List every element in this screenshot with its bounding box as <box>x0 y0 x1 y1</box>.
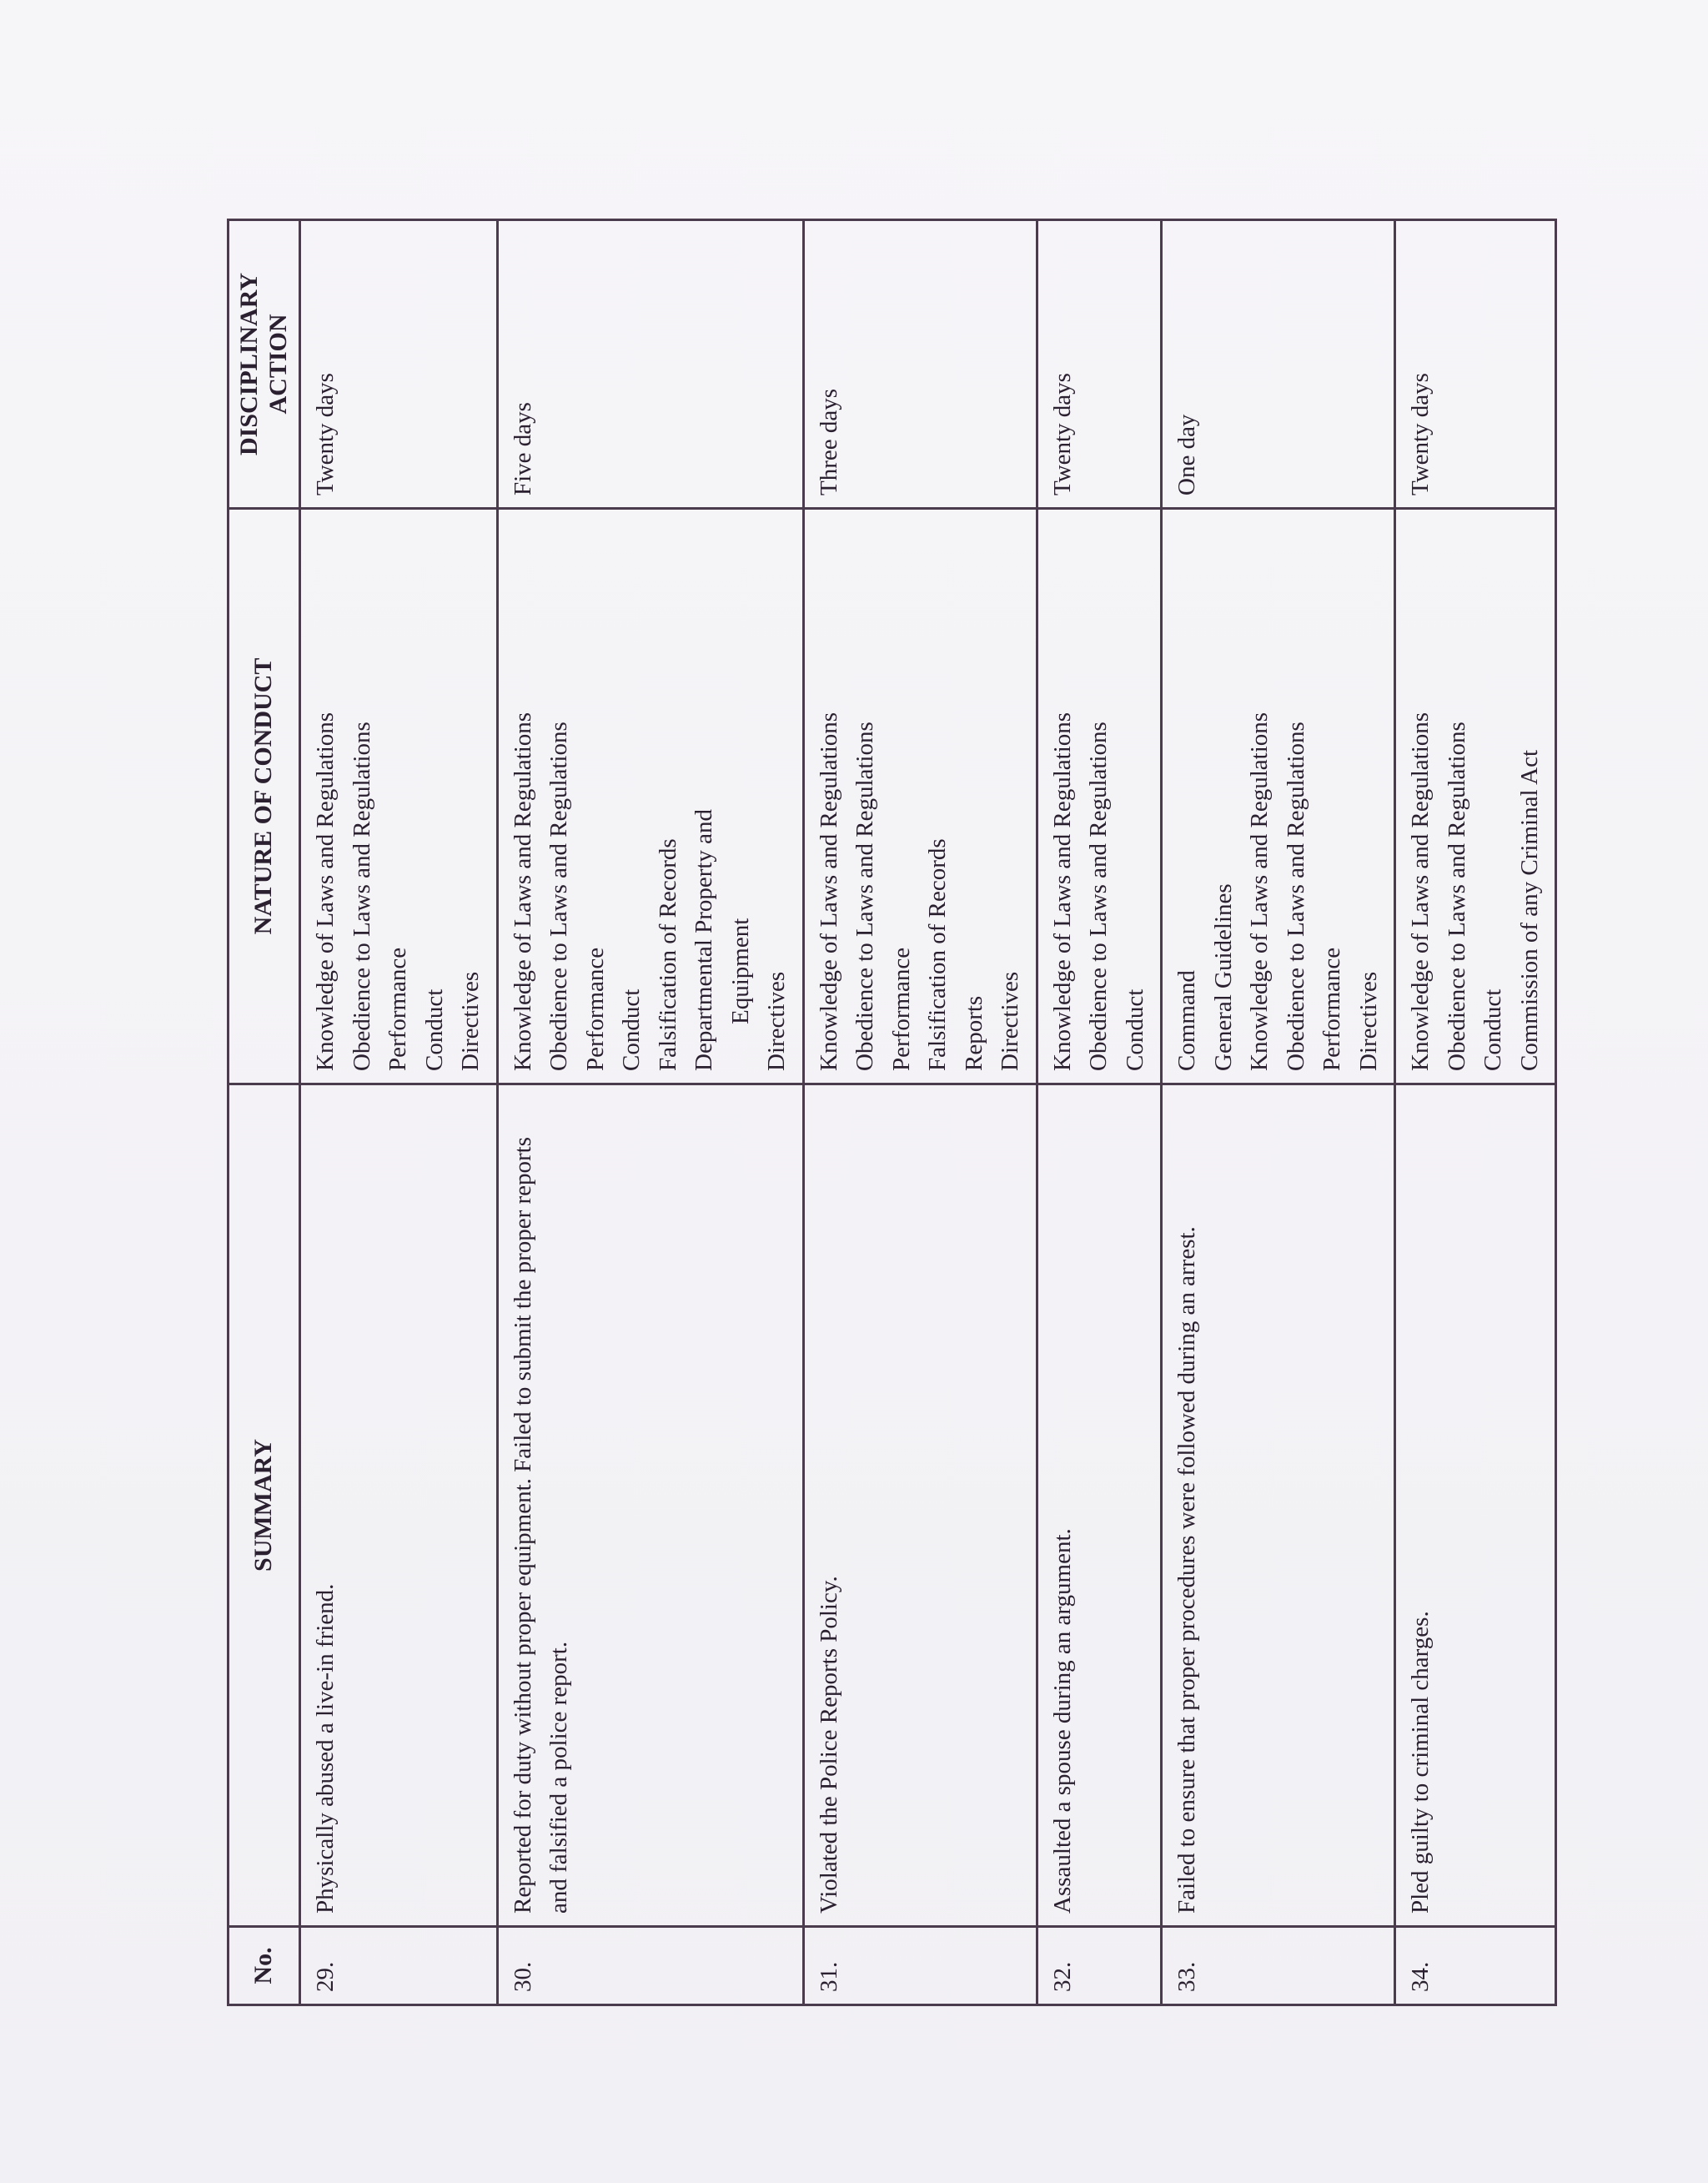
row-nature-of-conduct <box>497 509 803 1084</box>
nature-item: Directives <box>763 971 790 1071</box>
nature-item: Knowledge of Laws and Regulations <box>1246 712 1273 1071</box>
nature-item: Reports <box>960 995 987 1071</box>
nature-item: Performance <box>1319 947 1345 1071</box>
row-disciplinary-action: Twenty days <box>300 220 498 509</box>
row-number: 30. <box>497 1927 803 2005</box>
nature-item: Conduct <box>1121 988 1148 1071</box>
row-number: 33. <box>1162 1927 1395 2005</box>
row-number: 34. <box>1395 1927 1556 2005</box>
nature-item: Obedience to Laws and Regulations <box>1085 722 1112 1071</box>
table-row <box>1037 220 1162 2005</box>
table-row <box>497 220 803 2005</box>
row-disciplinary-action: Three days <box>803 220 1037 509</box>
row-nature-of-conduct <box>803 509 1037 1084</box>
row-disciplinary-action: One day <box>1162 220 1395 509</box>
table-header-row <box>229 220 300 2005</box>
nature-item: Performance <box>887 947 915 1071</box>
header-disciplinary-action <box>229 220 300 509</box>
nature-item: Knowledge of Laws and Regulations <box>815 712 842 1071</box>
row-summary: Violated the Police Reports Policy. <box>803 1084 1037 1927</box>
header-action-line-2: ACTION <box>264 314 292 415</box>
table-row <box>300 220 498 2005</box>
disciplinary-actions-table <box>227 219 1557 2006</box>
row-nature-of-conduct <box>1162 509 1395 1084</box>
row-summary: Failed to ensure that proper procedures were followed during an arrest. <box>1162 1084 1395 1927</box>
nature-item: Conduct <box>420 988 448 1071</box>
nature-item: General Guidelines <box>1209 883 1237 1071</box>
row-summary: Assaulted a spouse during an argument. <box>1037 1084 1162 1927</box>
nature-item: Knowledge of Laws and Regulations <box>1407 712 1434 1071</box>
row-nature-of-conduct <box>1037 509 1162 1084</box>
row-nature-of-conduct <box>1395 509 1556 1084</box>
disciplinary-table-region <box>227 221 1543 2006</box>
nature-item: Performance <box>581 947 609 1071</box>
nature-item: Falsification of Records <box>924 838 951 1071</box>
nature-item: Directives <box>457 971 484 1071</box>
nature-item: Obedience to Laws and Regulations <box>545 722 572 1071</box>
table-row <box>1162 220 1395 2005</box>
header-summary: SUMMARY <box>229 1084 300 1927</box>
row-number: 32. <box>1037 1927 1162 2005</box>
row-number: 29. <box>300 1927 498 2005</box>
row-number: 31. <box>803 1927 1037 2005</box>
nature-item: Knowledge of Laws and Regulations <box>509 712 536 1071</box>
nature-item: Command <box>1173 970 1200 1071</box>
nature-item: Commission of any Criminal Act <box>1515 749 1543 1071</box>
nature-item: Equipment <box>726 918 754 1024</box>
row-summary: Reported for duty without proper equipment. Failed to submit the proper reports and falsified a police report. <box>497 1084 803 1927</box>
nature-item: Directives <box>997 971 1023 1071</box>
nature-item: Falsification of Records <box>654 838 681 1071</box>
nature-item: Knowledge of Laws and Regulations <box>1048 712 1076 1071</box>
nature-item: Performance <box>384 947 411 1071</box>
row-disciplinary-action: Twenty days <box>1037 220 1162 509</box>
nature-item: Directives <box>1354 971 1382 1071</box>
row-summary: Pled guilty to criminal charges. <box>1395 1084 1556 1927</box>
nature-item: Obedience to Laws and Regulations <box>1443 722 1470 1071</box>
nature-item: Knowledge of Laws and Regulations <box>312 712 339 1071</box>
nature-item: Departmental Property and <box>691 808 717 1071</box>
nature-item: Conduct <box>618 988 645 1071</box>
table-row <box>1395 220 1556 2005</box>
header-action-line-1: DISCIPLINARY <box>235 273 263 455</box>
nature-item: Obedience to Laws and Regulations <box>851 722 878 1071</box>
header-nature-of-conduct: NATURE OF CONDUCT <box>229 509 300 1084</box>
header-no: No. <box>229 1927 300 2005</box>
nature-item: Conduct <box>1479 988 1506 1071</box>
rotated-table-container <box>227 221 1543 2006</box>
table-row <box>803 220 1037 2005</box>
nature-item: Obedience to Laws and Regulations <box>348 722 375 1071</box>
nature-item: Obedience to Laws and Regulations <box>1282 722 1309 1071</box>
row-nature-of-conduct <box>300 509 498 1084</box>
row-summary: Physically abused a live-in friend. <box>300 1084 498 1927</box>
row-disciplinary-action: Twenty days <box>1395 220 1556 509</box>
row-disciplinary-action: Five days <box>497 220 803 509</box>
